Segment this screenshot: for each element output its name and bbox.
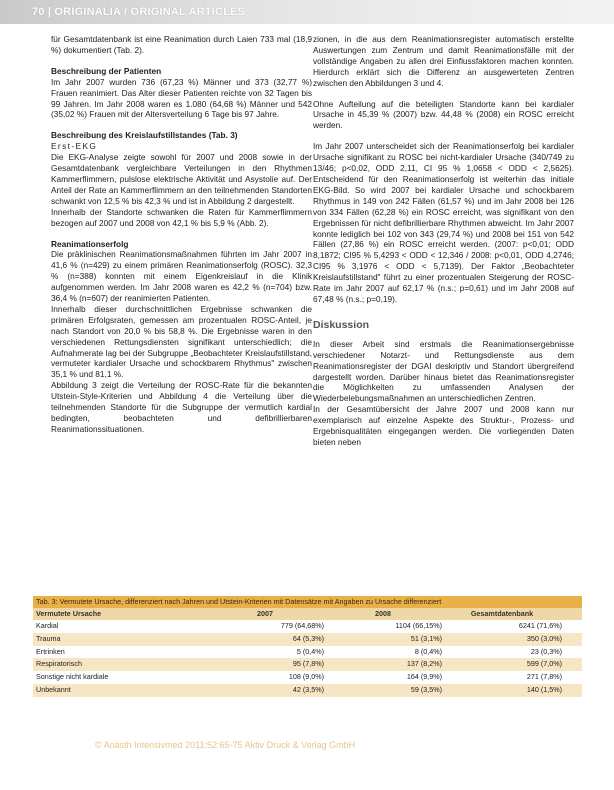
table-cell: 5 (0,4%) — [296, 646, 324, 656]
paragraph-diskussion-2: In der Gesamtübersicht der Jahre 2007 und 2008 kann nur exemplarisch auf einzelne Aspekte des Struktur-, Prozess- und Ergebnisqualitäten eingegangen werden. Die vorliegenden Daten bieten neben — [313, 404, 574, 447]
table-header-cell: Vermutete Ursache — [36, 609, 102, 618]
table-header-cell: 2007 — [257, 609, 273, 618]
table-cell: 59 (3,5%) — [410, 684, 442, 694]
table-row — [33, 671, 582, 684]
right-paragraph-3: Im Jahr 2007 unterscheidet sich der Reanimationserfolg bei kardialer Ursache signifikant zu ROSC bei nicht-kardialer Ursache (340/749 zu 13/46; p<0,02, ODD 2,11, CI 95 % 1,0658 < ODD < 2,5625). Entscheidend für den Reanimationserfolg ist weiterhin das initiale EKG-Bild. So wird 2007 bei kardialer Ursache und schockbarem Rhythmus in 149 von 242 Fällen (61,57 %) und im Jahr 2008 bei 126 von 334 Fällen (62,28 %) ein ROSC erreicht, was signifikant von den Ergebnissen für nicht defibrillierbare Rhythmen abweicht. Im Jahr 2007 konnte lediglich bei 102 von 343 (29,74 %) und 2008 bei 151 von 542 Fällen (27,86 %) ein ROSC erreicht werden. (2007: p<0,01; ODD 8,1872; CI95 % 5,4293 < ODD < 12,346 / 2008: p<0,01, ODD 4,2746; CI95 % 3,1976 < ODD < 5,7139). Der Faktor „Beobachteter Kreislaufstillstand" führt zu einer prozentualen Steigerung der ROSC-Rate im Jahr 2007 auf 62,17 % (n.s.; p=0,61) und im Jahr 2008 auf 67,48 % (n.s.; p=0,19). — [313, 141, 574, 304]
table-cell: 6241 (71,6%) — [518, 621, 562, 630]
table-cell: 271 (7,8%) — [526, 672, 562, 682]
table-cell: 599 (7,0%) — [526, 659, 562, 669]
table-cell: 64 (5,3%) — [292, 633, 324, 643]
table-cell: 23 (0,3%) — [530, 646, 562, 656]
table-cell: 95 (7,8%) — [292, 659, 324, 669]
table-cell: 1104 (66,15%) — [395, 621, 442, 630]
left-paragraph-1: für Gesamtdatenbank ist eine Reanimation durch Laien 733 mal (18,9 %) dokumentiert (Tab. 2). — [51, 34, 312, 55]
heading-patienten: Beschreibung der Patienten — [51, 65, 162, 76]
table-row — [33, 620, 582, 633]
table-cell: 51 (3,1%) — [410, 633, 442, 643]
paragraph-ekg: Die EKG-Analyse zeigte sowohl für 2007 und 2008 sowie in der Gesamtdatenbank vergleichbare Verteilungen in den Rhythmen Kammerflimmern, pulslose elektrische Aktivität und Asystolie auf. Der Anteil der Rate an Kammerflimmern an den teilnehmenden Standorten schwankt von 12,5 % bis 42,3 % und ist in Abbildung 2 dargestellt. — [51, 152, 312, 206]
table-row — [33, 684, 582, 697]
table-row — [33, 646, 582, 659]
table-cell: Trauma — [36, 633, 61, 643]
right-column — [313, 34, 574, 458]
paragraph-ekg-2: Innerhalb der Standorte schwanken die Raten für Kammerflimmern bezogen auf 2007 und 2008 von 42,1 % bis 5,9 % (Abb. 2). — [51, 206, 312, 228]
table-3 — [33, 596, 582, 697]
left-column — [51, 34, 312, 445]
heading-reanimationserfolg: Reanimationserfolg — [51, 238, 129, 249]
table-cell: 42 (3,5%) — [292, 684, 324, 694]
subheading-erst-ekg: Erst-EKG — [51, 141, 98, 152]
table-caption: Tab. 3: Vermutete Ursache, differenziert nach Jahren und Utstein-Kriterien mit Datensätze mit Angaben zu Ursache differenziert — [33, 596, 582, 608]
table-cell: 164 (9,9%) — [406, 672, 442, 682]
table-header-cell: 2008 — [375, 609, 391, 618]
right-paragraph-1: zionen, in die aus dem Reanimationsregister automatisch erstellte Auswertungen zum Zentrum und damit Reanimationsfälle mit der vollständige Angaben zu allen drei Einflussfaktoren machen konnten. Hierdurch erklärt sich die Differenz an ausgewerteten Zentren zwischen den Abbildungen 3 und 4. — [313, 34, 574, 88]
heading-diskussion: Diskussion — [313, 318, 370, 331]
paragraph-diskussion-1: In dieser Arbeit sind erstmals die Reanimationsergebnisse verschiedener Notarzt- und Rettungsdienste aus dem Reanimationsregister der DGAI deskriptiv und Standort übergreifend dargestellt worden. Darüber hinaus bietet das Reanimationsregister die Möglichkeiten zu umfassenden Analysen der Wiederbelebungsmaßnahmen an unterschiedlichen Zentren. — [313, 338, 574, 404]
table-cell: 137 (8,2%) — [406, 659, 442, 669]
table-row — [33, 658, 582, 671]
table-cell: Ertrinken — [36, 646, 65, 656]
table-cell: 8 (0,4%) — [414, 646, 442, 656]
page-footer: © Anästh Intensivmed 2011;52:65-75 Aktiv Druck & Verlag GmbH — [95, 740, 356, 750]
paragraph-patienten: Im Jahr 2007 wurden 736 (67,23 %) Männer und 373 (32,77 %) Frauen reanimiert. Das Alter dieser Patienten reichte von 32 Tagen bis 99 Jahren. Im Jahr 2008 waren es 1.080 (64,68 %) Männer und 542 (35,02 %) Frauen mit der Altersverteilung 6 Tage bis 97 Jahre. — [51, 76, 312, 120]
paragraph-erfolg: Die präklinischen Reanimationsmaßnahmen führten im Jahr 2007 in 41,6 % (n=429) zu einem primären Reanimationserfolg (ROSC). 32,3 % (n=388) konnten mit einem Eigenkreislauf in die Klinik aufgenommen werden. Im Jahr 2008 waren es 42,2 % (n=704) bzw. 36,4 % (n=607) der reanimierten Patienten. — [51, 249, 312, 304]
table-cell: 108 (9,0%) — [288, 672, 324, 682]
right-paragraph-2: Ohne Aufteilung auf die beteiligten Standorte kann bei kardialer Ursache in 45,39 % (2007) bzw. 44,48 % (2008) ein ROSC erreicht werden. — [313, 98, 574, 131]
heading-kreislaufstillstand: Beschreibung des Kreislaufstillstandes (Tab. 3) — [51, 130, 238, 141]
paragraph-erfolg-2: Innerhalb dieser durchschnittlichen Ergebnisse schwanken die primären Erfolgsraten, gemessen am prozentualen ROSC-Anteil, je nach Standort von 20,0 % bis 58,8 %. Die Ergebnisse waren in den verschiedenen Rettungsdiensten signifikant unterschiedlich; die Aufnahmerate lag bei der Subgruppe „Beobachteter Kreislaufstillstand, vermuteter kardialer Ursache und schockbarem Rhythmus" zwischen 35,1 % und 81,1 %. — [51, 303, 312, 380]
table-cell: Unbekannt — [36, 684, 71, 694]
header-bar — [0, 0, 614, 24]
running-header: 70 | ORIGINALIA / ORIGINAL ARTICLES — [32, 6, 246, 18]
table-row — [33, 633, 582, 646]
table-cell: Respiratorisch — [36, 659, 82, 669]
table-cell: 350 (3,0%) — [526, 633, 562, 643]
table-cell: Sonstige nicht kardiale — [36, 672, 109, 682]
table-cell: Kardial — [36, 621, 59, 630]
table-cell: 779 (64,68%) — [280, 621, 324, 630]
table-header-cell: Gesamtdatenbank — [470, 609, 534, 618]
table-cell: 140 (1,5%) — [526, 684, 562, 694]
paragraph-erfolg-3: Abbildung 3 zeigt die Verteilung der ROSC-Rate für die bekannten Utstein-Style-Kriterien und Abbildung 4 die Verteilung über die teilnehmenden Standorte für die Subgruppe der vermutlich kardial bedingten, beobachteten und defibrillierbaren Reanimationssituationen. — [51, 380, 312, 434]
table-header-row — [33, 608, 582, 620]
